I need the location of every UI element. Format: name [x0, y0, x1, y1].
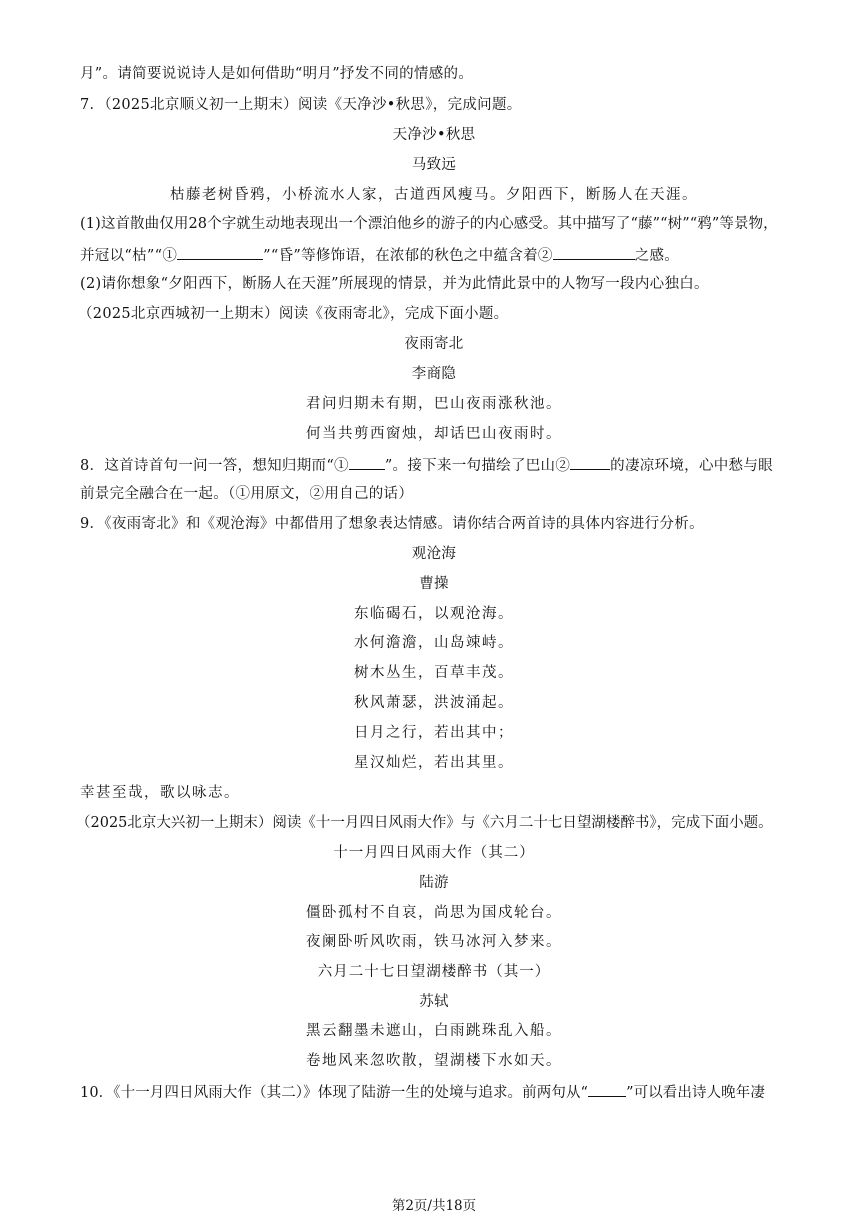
answer-blank-1[interactable]	[177, 244, 263, 260]
poem-author: 李商隐	[411, 366, 457, 382]
answer-blank-2[interactable]	[570, 454, 610, 470]
poem-line: 东临碣石，以观沧海。	[354, 606, 514, 622]
poem-line: 秋风萧瑟，洪波涌起。	[354, 695, 514, 711]
poem-author: 陆游	[419, 875, 449, 891]
question-7-header: 7．（2025北京顺义初一上期末）阅读《天净沙•秋思》，完成问题。	[80, 97, 522, 113]
poem-line: 水何澹澹，山岛竦峙。	[354, 635, 514, 651]
question-7-part-2: (2)请你想象“夕阳西下，断肠人在天涯”所展现的情景，并为此情此景中的人物写一段内心独白。	[80, 276, 709, 292]
poem-line: 何当共剪西窗烛，却话巴山夜雨时。	[306, 426, 562, 442]
poem-line: 树木丛生，百草丰茂。	[354, 665, 514, 681]
text-line: 月”。请简要说说诗人是如何借助“明月”抒发不同的情感的。	[80, 66, 474, 82]
poem-line: 枯藤老树昏鸦，小桥流水人家，古道西风瘦马。夕阳西下，断肠人在天涯。	[170, 187, 698, 203]
poem-line: 幸甚至哉，歌以咏志。	[80, 785, 240, 801]
question-10: 10．《十一月四日风雨大作（其二）》体现了陆游一生的处境与追求。前两句从“ ”可以看出诗人晚年凄	[80, 1081, 765, 1103]
answer-blank-2[interactable]	[553, 244, 635, 260]
poem-title: 夜雨寄北	[404, 336, 464, 352]
poem-line: 夜阑卧听风吹雨，铁马冰河入梦来。	[306, 934, 562, 950]
section-header: （2025北京西城初一上期末）阅读《夜雨寄北》，完成下面小题。	[78, 306, 509, 322]
question-7-part-1-cont: 并冠以“枯”“① ”“昏”等修饰语，在浓郁的秋色之中蕴含着② 之感。	[80, 244, 679, 266]
poem-author: 马致远	[411, 157, 457, 173]
page-number: 第2页/共18页	[391, 1198, 477, 1214]
poem-line: 卷地风来忽吹散，望湖楼下水如天。	[306, 1053, 562, 1069]
poem-title: 天净沙•秋思	[392, 127, 476, 143]
poem-author: 曹操	[419, 576, 449, 592]
poem-title: 观沧海	[411, 546, 457, 562]
question-9: 9．《夜雨寄北》和《观沧海》中都借用了想象表达情感。请你结合两首诗的具体内容进行分析。	[80, 516, 704, 532]
poem-line: 君问归期未有期，巴山夜雨涨秋池。	[306, 396, 562, 412]
question-8-cont: 前景完全融合在一起。（①用原文，②用自己的话）	[80, 486, 414, 502]
poem-line: 日月之行，若出其中；	[354, 725, 514, 741]
question-7-part-1: (1)这首散曲仅用28个字就生动地表现出一个漂泊他乡的游子的内心感受。其中描写了“藤”“树”“鸦”等景物，	[80, 216, 778, 232]
answer-blank-1[interactable]	[349, 454, 385, 470]
poem-line: 黑云翻墨未遮山，白雨跳珠乱入船。	[306, 1023, 562, 1039]
poem-title: 六月二十七日望湖楼醉书（其一）	[317, 964, 551, 980]
section-header: （2025北京大兴初一上期末）阅读《十一月四日风雨大作》与《六月二十七日望湖楼醉书》，完成下面小题。	[76, 815, 773, 831]
poem-title: 十一月四日风雨大作（其二）	[333, 845, 535, 861]
question-8: 8．这首诗首句一问一答，想知归期而“① ”。接下来一句描绘了巴山② 的凄凉环境，心中愁与眼	[80, 454, 773, 476]
poem-author: 苏轼	[419, 994, 449, 1010]
poem-line: 僵卧孤村不自哀，尚思为国戍轮台。	[306, 905, 562, 921]
poem-line: 星汉灿烂，若出其里。	[354, 755, 514, 771]
answer-blank[interactable]	[588, 1081, 626, 1097]
